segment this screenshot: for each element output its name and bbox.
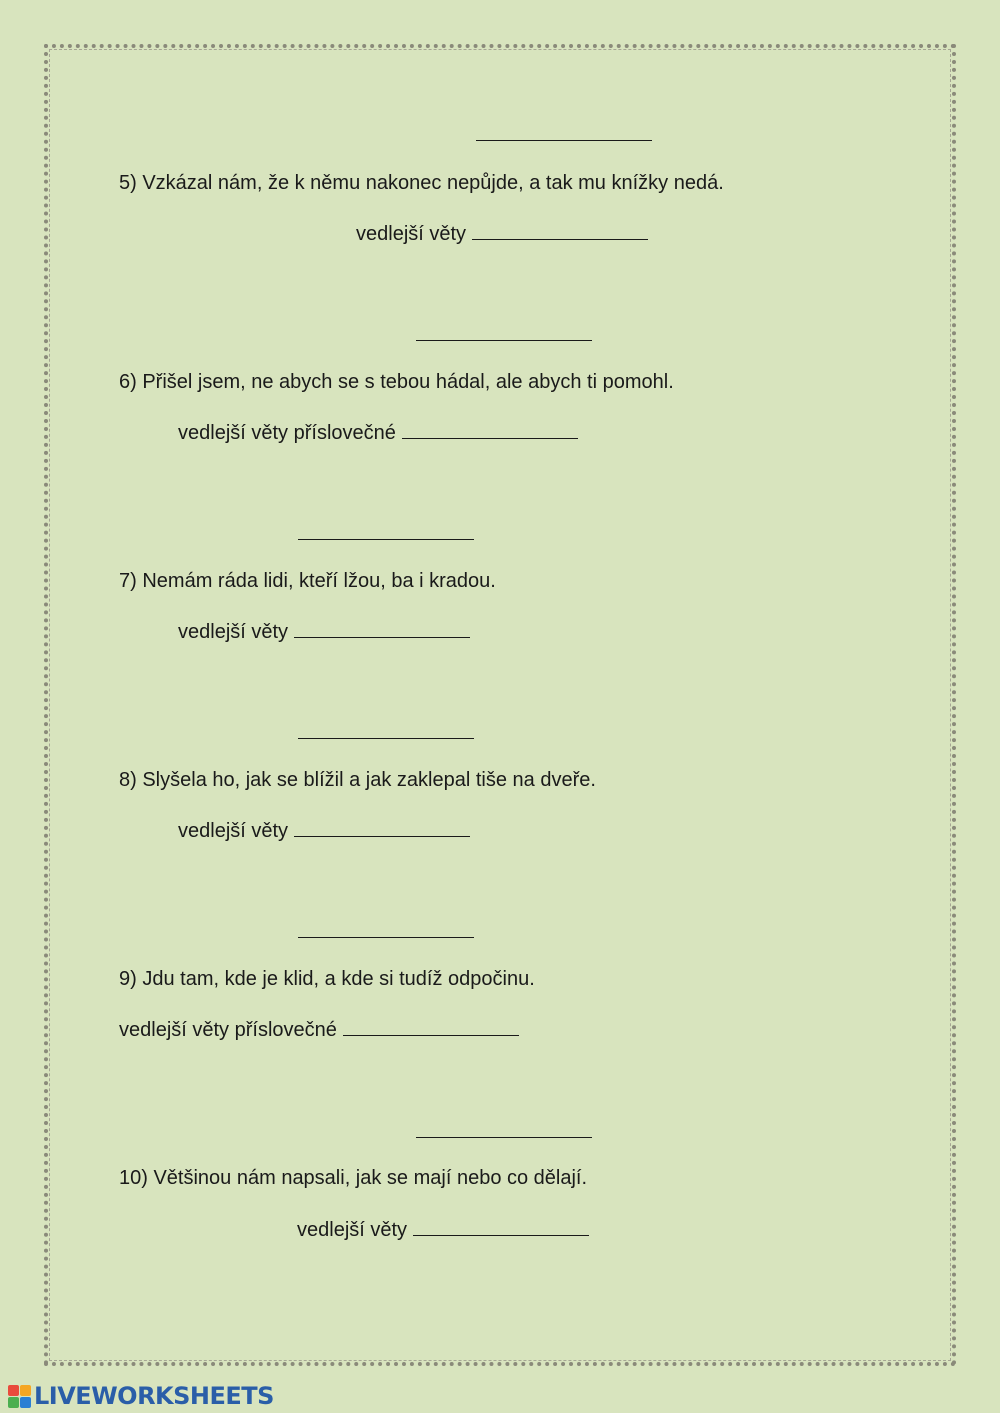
answer-row-10: [297, 1217, 589, 1242]
logo-block-l: [8, 1385, 19, 1396]
answer-blank-10a[interactable]: [416, 1137, 592, 1138]
exercise-sentence-6: 6) Přišel jsem, ne abych se s tebou hádal, ale abych ti pomohl.: [119, 371, 674, 393]
answer-row-6: [178, 420, 578, 445]
answer-label-5: vedlejší věty: [356, 223, 467, 245]
answer-blank-5a[interactable]: [476, 140, 652, 141]
answer-label-8: vedlejší věty: [178, 820, 289, 842]
answer-blank-5b[interactable]: [472, 221, 648, 240]
answer-label-6: vedlejší věty příslovečné: [178, 422, 396, 444]
answer-blank-9b[interactable]: [343, 1017, 519, 1036]
answer-blank-8a[interactable]: [298, 738, 474, 739]
answer-label-10: vedlejší věty: [297, 1219, 408, 1241]
answer-blank-10b[interactable]: [413, 1217, 589, 1236]
exercise-sentence-10: 10) Většinou nám napsali, jak se mají nebo co dělají.: [119, 1167, 588, 1189]
exercise-sentence-8: 8) Slyšela ho, jak se blížil a jak zaklepal tiše na dveře.: [119, 769, 596, 791]
logo-block-i: [20, 1385, 31, 1396]
answer-label-7: vedlejší věty: [178, 621, 289, 643]
answer-blank-6b[interactable]: [402, 420, 578, 439]
exercise-sentence-5: 5) Vzkázal nám, že k němu nakonec nepůjde, a tak mu knížky nedá.: [119, 172, 724, 194]
answer-row-5: [356, 221, 648, 246]
brand-name: LIVEWORKSHEETS: [34, 1382, 274, 1410]
liveworksheets-logo[interactable]: [8, 1382, 274, 1410]
logo-block-e: [20, 1397, 31, 1408]
logo-blocks-icon: [8, 1385, 31, 1408]
answer-blank-7b[interactable]: [294, 619, 470, 638]
answer-blank-9a[interactable]: [298, 937, 474, 938]
exercise-sentence-9: 9) Jdu tam, kde je klid, a kde si tudíž odpočinu.: [119, 968, 535, 990]
exercise-sentence-7: 7) Nemám ráda lidi, kteří lžou, ba i kradou.: [119, 570, 496, 592]
answer-blank-8b[interactable]: [294, 818, 470, 837]
answer-row-9: [119, 1017, 519, 1042]
answer-label-9: vedlejší věty příslovečné: [119, 1019, 337, 1041]
answer-blank-7a[interactable]: [298, 539, 474, 540]
answer-blank-6a[interactable]: [416, 340, 592, 341]
answer-row-8: [178, 818, 470, 843]
logo-block-v: [8, 1397, 19, 1408]
answer-row-7: [178, 619, 470, 644]
